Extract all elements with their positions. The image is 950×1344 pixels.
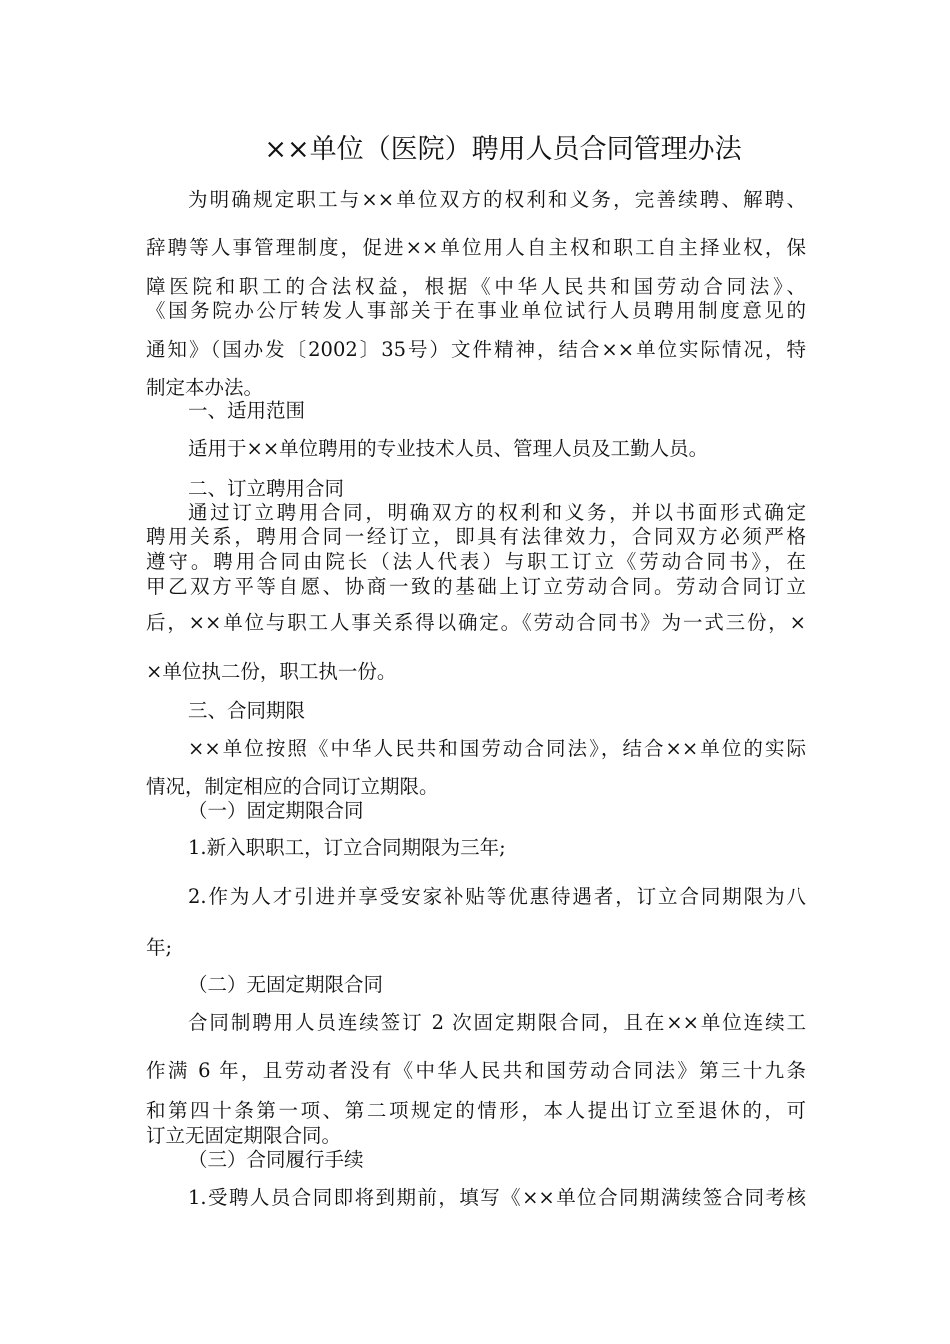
paragraph-line: 为明确规定职工与××单位双方的权利和义务，完善续聘、解聘、 xyxy=(188,188,806,211)
paragraph-line: 遵守。聘用合同由院长（法人代表）与职工订立《劳动合同书》，在 xyxy=(146,550,806,573)
paragraph-line: 1.新入职职工，订立合同期限为三年; xyxy=(188,836,506,859)
subsection-heading: （三）合同履行手续 xyxy=(188,1148,364,1171)
paragraph-line: 制定本办法。 xyxy=(146,376,264,399)
section-heading: 二、订立聘用合同 xyxy=(188,477,345,500)
paragraph-line: 合同制聘用人员连续签订 2 次固定期限合同，且在××单位连续工 xyxy=(188,1011,806,1034)
subsection-heading: （一）固定期限合同 xyxy=(188,799,364,822)
paragraph-line: 聘用关系，聘用合同一经订立，即具有法律效力，合同双方必须严格 xyxy=(146,525,806,548)
paragraph-line: 1.受聘人员合同即将到期前，填写《××单位合同期满续签合同考核 xyxy=(188,1186,806,1209)
subsection-heading: （二）无固定期限合同 xyxy=(188,973,384,996)
paragraph-line: 适用于××单位聘用的专业技术人员、管理人员及工勤人员。 xyxy=(188,437,709,460)
paragraph-line: 作满 6 年，且劳动者没有《中华人民共和国劳动合同法》第三十九条 xyxy=(146,1059,806,1082)
paragraph-line: 订立无固定期限合同。 xyxy=(146,1124,342,1147)
paragraph-line: 《国务院办公厅转发人事部关于在事业单位试行人员聘用制度意见的 xyxy=(146,299,806,322)
paragraph-line: 障医院和职工的合法权益，根据《中华人民共和国劳动合同法》、 xyxy=(146,275,806,298)
paragraph-line: 年; xyxy=(146,936,173,959)
paragraph-line: ×单位执二份，职工执一份。 xyxy=(146,660,397,683)
paragraph-line: 和第四十条第一项、第二项规定的情形，本人提出订立至退休的，可 xyxy=(146,1099,806,1122)
section-heading: 三、合同期限 xyxy=(188,699,306,722)
paragraph-line: 通知》（国办发〔2002〕35号）文件精神，结合××单位实际情况，特 xyxy=(146,338,806,361)
paragraph-line: 情况，制定相应的合同订立期限。 xyxy=(146,775,439,798)
paragraph-line: 甲乙双方平等自愿、协商一致的基础上订立劳动合同。劳动合同订立 xyxy=(146,575,806,598)
paragraph-line: 辞聘等人事管理制度，促进××单位用人自主权和职工自主择业权，保 xyxy=(146,236,806,259)
paragraph-line: ××单位按照《中华人民共和国劳动合同法》，结合××单位的实际 xyxy=(188,737,806,760)
paragraph-line: 后，××单位与职工人事关系得以确定。《劳动合同书》为一式三份，× xyxy=(146,611,806,634)
section-heading: 一、适用范围 xyxy=(188,399,306,422)
paragraph-line: 通过订立聘用合同，明确双方的权利和义务，并以书面形式确定 xyxy=(188,501,806,524)
paragraph-line: 2.作为人才引进并享受安家补贴等优惠待遇者，订立合同期限为八 xyxy=(188,885,806,908)
document-title: ××单位（医院）聘用人员合同管理办法 xyxy=(264,134,742,165)
